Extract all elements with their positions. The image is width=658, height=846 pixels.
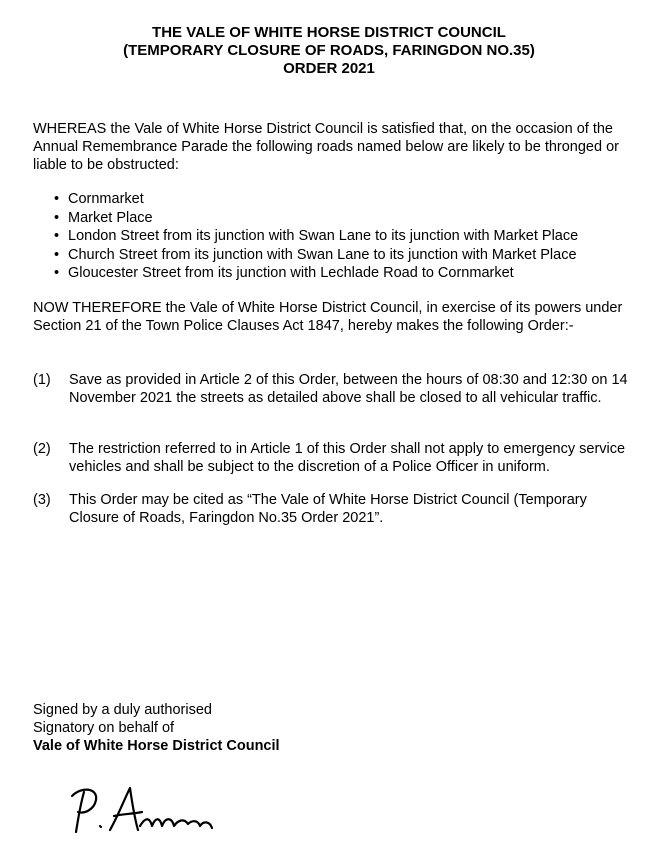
article-text: Save as provided in Article 2 of this Order, between the hours of 08:30 and 12:30 on 14 November 2021 the streets as detailed above shall be closed to all vehicular traffic. bbox=[69, 372, 628, 406]
signature-block bbox=[33, 701, 280, 755]
article-number: (2) bbox=[33, 441, 51, 457]
bullet-icon: • bbox=[54, 191, 60, 207]
bullet-icon: • bbox=[54, 246, 60, 263]
road-name: Gloucester Street from its junction with Lechlade Road to Cornmarket bbox=[68, 265, 514, 281]
title-line-2: (TEMPORARY CLOSURE OF ROADS, FARINGDON NO.35) bbox=[123, 42, 535, 59]
road-name: London Street from its junction with Swan Lane to its junction with Market Place bbox=[68, 228, 579, 244]
list-item bbox=[52, 227, 578, 246]
article-number: (3) bbox=[33, 492, 51, 508]
list-item bbox=[52, 246, 578, 265]
document-title bbox=[0, 24, 658, 78]
now-therefore-paragraph: NOW THEREFORE the Vale of White Horse District Council, in exercise of its powers under Section 21 of the Town Police Clauses Act 1847, hereby makes the following Order:- bbox=[33, 300, 623, 334]
road-name: Church Street from its junction with Swan Lane to its junction with Market Place bbox=[68, 246, 577, 263]
signed-line-1: Signed by a duly authorised bbox=[33, 702, 212, 718]
title-line-3: ORDER 2021 bbox=[283, 60, 375, 77]
bullet-icon: • bbox=[54, 228, 60, 244]
council-name: Vale of White Horse District Council bbox=[33, 738, 280, 754]
road-name: Cornmarket bbox=[68, 191, 144, 207]
intro-paragraph: WHEREAS the Vale of White Horse District Council is satisfied that, on the occasion of the Annual Remembrance Parade the following roads named below are likely to be thronged or liable to be obstructed: bbox=[33, 121, 619, 173]
list-item bbox=[52, 264, 578, 283]
road-name: Market Place bbox=[68, 209, 153, 226]
signed-line-2: Signatory on behalf of bbox=[33, 720, 175, 736]
bullet-icon: • bbox=[54, 209, 60, 226]
list-item bbox=[52, 190, 578, 209]
bullet-icon: • bbox=[54, 265, 60, 281]
list-item bbox=[52, 209, 578, 228]
article-text: This Order may be cited as “The Vale of White Horse District Council (Temporary Closure of Roads, Faringdon No.35 Order 2021”. bbox=[69, 492, 587, 526]
title-line-1: THE VALE OF WHITE HORSE DISTRICT COUNCIL bbox=[152, 24, 506, 41]
handwritten-signature-icon bbox=[62, 780, 232, 838]
road-list bbox=[52, 190, 578, 283]
article-text: The restriction referred to in Article 1 of this Order shall not apply to emergency service vehicles and shall be subject to the discretion of a Police Officer in uniform. bbox=[69, 441, 626, 475]
article-number: (1) bbox=[33, 372, 51, 388]
